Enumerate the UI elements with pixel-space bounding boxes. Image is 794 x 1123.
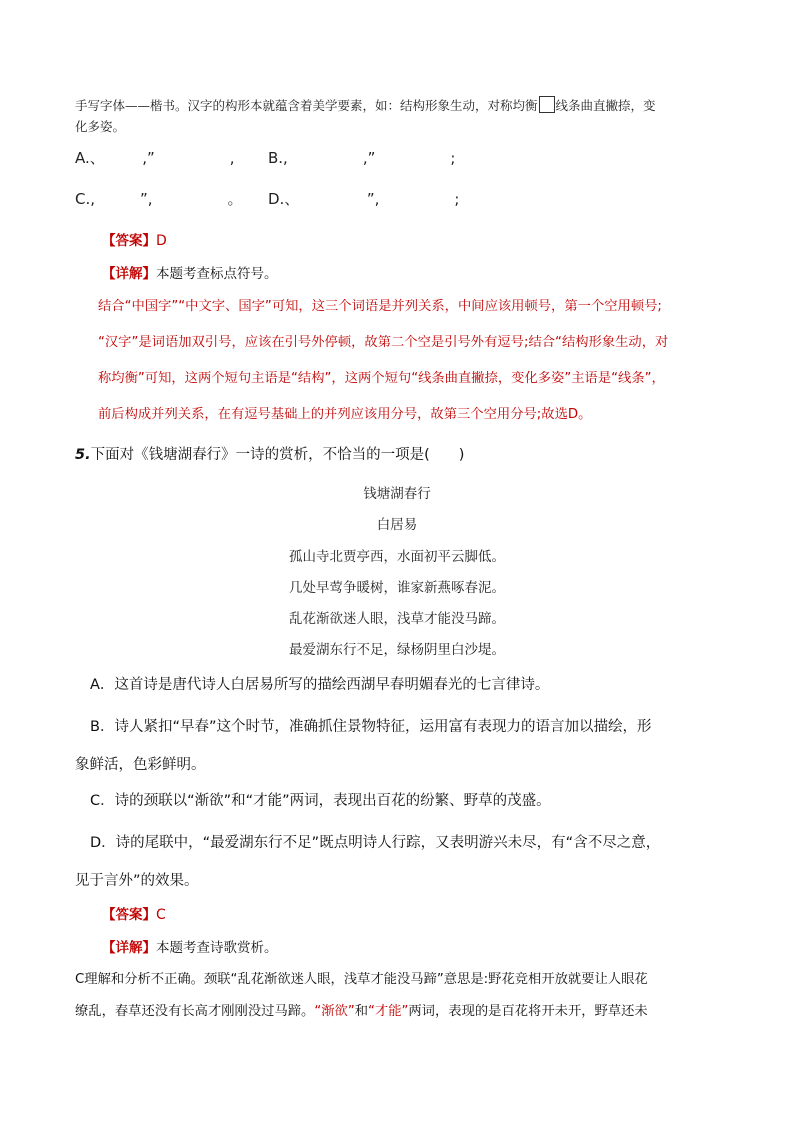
q5-option-b-line1: B．诗人紧扣“早春”这个时节，准确抓住景物特征，运用富有表现力的语言加以描绘，形 xyxy=(90,719,652,735)
q5-option-d-line2: 见于言外”的效果。 xyxy=(75,873,199,889)
q5-explanation-line1: C理解和分析不正确。颈联“乱花渐欲迷人眼，浅草才能没马蹄”意思是:野花竞相开放就要让人眼花 xyxy=(75,972,648,987)
detail-intro: 本题考查诗歌赏析。 xyxy=(156,940,278,956)
q5-answer xyxy=(102,903,166,923)
q4-option-a: A.、 ,” , xyxy=(75,149,235,167)
highlight-caineng: “才能” xyxy=(368,1004,409,1019)
q5-explanation-line2 xyxy=(75,1000,648,1019)
blank-box xyxy=(539,96,555,113)
q4-explanation-line1: 结合“中国字”“中文字、国字”可知，这三个词语是并列关系，中间应该用顿号，第一个空用顿号; xyxy=(98,299,662,314)
q4-option-b: B., ,” ; xyxy=(268,149,456,167)
q4-text-after-box: 线条曲直撇捺，变 xyxy=(555,98,656,113)
detail-label: 【详解】 xyxy=(102,940,156,956)
q4-explanation-line4: 前后构成并列关系，在有逗号基础上的并列应该用分号，故第三个空用分号;故选D。 xyxy=(98,407,592,422)
q5-option-b-line2: 象鲜活，色彩鲜明。 xyxy=(75,757,206,773)
q5-option-d-line1: D．诗的尾联中，“最爱湖东行不足”既点明诗人行踪，又表明游兴未尽，有“含不尽之意， xyxy=(90,835,661,851)
answer-label: 【答案】 xyxy=(102,233,156,249)
poem-title: 钱塘湖春行 xyxy=(363,486,431,502)
poem-line-1: 孤山寺北贾亭西，水面初平云脚低。 xyxy=(289,549,505,565)
answer-value: D xyxy=(156,233,167,249)
detail-intro: 本题考查标点符号。 xyxy=(156,266,278,282)
answer-value: C xyxy=(156,907,166,923)
poem-line-2: 几处早莺争暖树，谁家新燕啄春泥。 xyxy=(289,580,505,596)
poem-line-4: 最爱湖东行不足，绿杨阴里白沙堤。 xyxy=(289,642,505,658)
q4-explanation-line2: “汉字”是词语加双引号，应该在引号外停顿，故第二个空是引号外有逗号;结合“结构形象生动，对 xyxy=(98,335,669,350)
q5-option-a: A．这首诗是唐代诗人白居易所写的描绘西湖早春明媚春光的七言律诗。 xyxy=(90,677,550,693)
answer-label: 【答案】 xyxy=(102,907,156,923)
q5-option-c: C．诗的颈联以“渐欲”和“才能”两词，表现出百花的纷繁、野草的茂盛。 xyxy=(90,793,551,809)
q5-detail xyxy=(102,936,278,956)
poem-line-3: 乱花渐欲迷人眼，浅草才能没马蹄。 xyxy=(289,611,505,627)
q4-answer xyxy=(102,229,167,249)
poem-author: 白居易 xyxy=(376,517,418,533)
q5-stem xyxy=(75,443,464,464)
q4-explanation-line3: 称均衡”可知，这两个短句主语是“结构”，这两个短句“线条曲直撇捺，变化多姿”主语是“线条”， xyxy=(98,371,665,386)
q4-detail xyxy=(102,262,278,282)
explanation-text-end: 两词，表现的是百花将开未开，野草还未 xyxy=(408,1004,648,1019)
explanation-text: 缭乱，春草还没有长高才刚刚没过马蹄。 xyxy=(75,1004,315,1019)
explanation-and: 和 xyxy=(354,1004,369,1019)
q4-option-c: C., ”, 。 xyxy=(75,190,243,208)
q4-text-before-box: 手写字体——楷书。汉字的构形本就蕴含着美学要素，如：结构形象生动，对称均衡 xyxy=(75,98,538,113)
highlight-jianyu: “渐欲” xyxy=(314,1004,355,1019)
q5-number: 5. xyxy=(75,447,91,463)
q4-text-line1 xyxy=(75,96,656,114)
q5-stem-text: 下面对《钱塘湖春行》一诗的赏析，不恰当的一项是( ) xyxy=(90,447,465,463)
detail-label: 【详解】 xyxy=(102,266,156,282)
q4-option-d: D.、 ”, ; xyxy=(268,190,460,208)
q4-text-line2: 化多姿。 xyxy=(75,119,126,134)
